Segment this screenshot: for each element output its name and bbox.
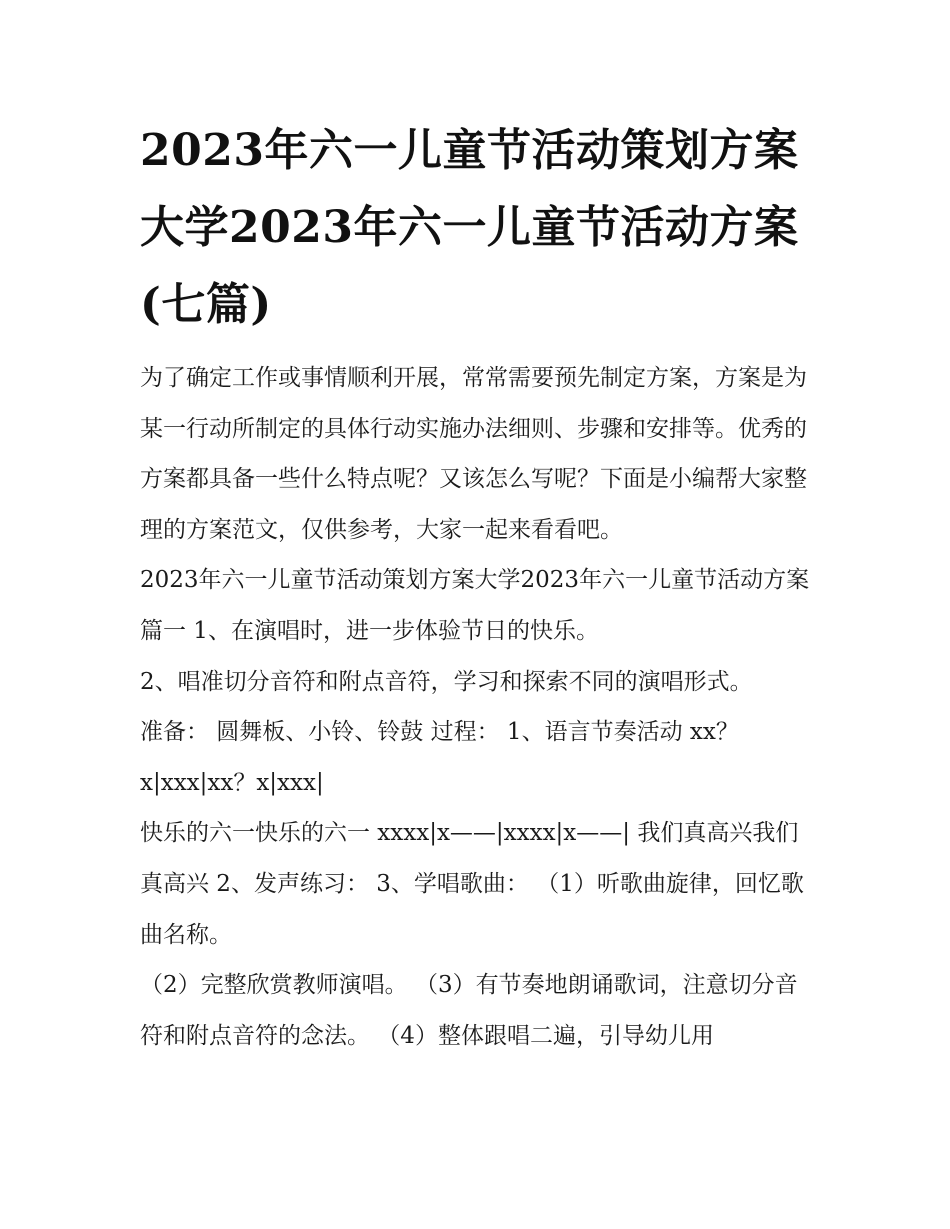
document-title: 2023年六一儿童节活动策划方案大学2023年六一儿童节活动方案(七篇) (140, 125, 799, 330)
document-body (140, 353, 820, 1061)
goal-paragraph: 2、唱准切分音符和附点音符，学习和探索不同的演唱形式。 (140, 668, 753, 695)
steps-paragraph: （2）完整欣赏教师演唱。 （3）有节奏地朗诵歌词，注意切分音符和附点音符的念法。 （4）整体跟唱二遍，引导幼儿用 (140, 972, 798, 1049)
rhythm-paragraph: 快乐的六一快乐的六一 xxxx|x——|xxxx|x——| 我们真高兴我们真高兴 2、发声练习： 3、学唱歌曲： （1）听歌曲旋律，回忆歌曲名称。 (140, 820, 804, 948)
intro-paragraph: 为了确定工作或事情顺利开展，常常需要预先制定方案，方案是为某一行动所制定的具体行动实施办法细则、步骤和安排等。优秀的方案都具备一些什么特点呢？又该怎么写呢？下面是小编帮大家整理的方案范文，仅供参考，大家一起来看看吧。 (140, 365, 807, 543)
section-heading-paragraph: 2023年六一儿童节活动策划方案大学2023年六一儿童节活动方案篇一 1、在演唱时，进一步体验节日的快乐。 (140, 567, 810, 644)
preparation-paragraph: 准备： 圆舞板、小铃、铃鼓 过程： 1、语言节奏活动 xx？x|xxx|xx？x|xxx| (140, 719, 739, 796)
